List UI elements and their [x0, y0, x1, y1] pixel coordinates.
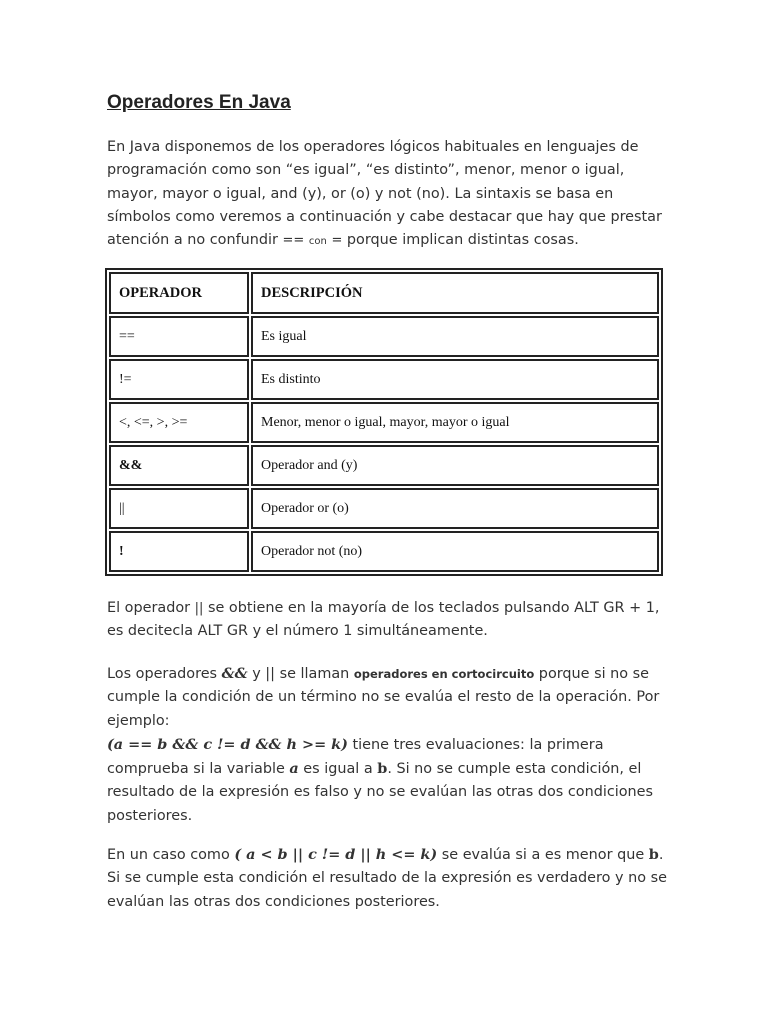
- table-row: [109, 445, 659, 486]
- example-expression: (a == b && c != d && h >= k): [107, 735, 348, 753]
- description-cell: Operador not (no): [251, 531, 659, 572]
- case-text-3: . Si se cumple esta condición el resultado de la expresión es verdadero y no se evalúan las otras dos condiciones posteriores.: [107, 847, 667, 910]
- operators-table: [105, 268, 663, 576]
- description-cell: Menor, menor o igual, mayor, mayor o igual: [251, 402, 659, 443]
- intro-text-end: porque implican distintas cosas.: [342, 232, 579, 249]
- short-text-4: tiene tres evaluaciones: la primera comprueba si la variable: [107, 736, 604, 778]
- table-row: [109, 402, 659, 443]
- case-variable-b: b: [648, 846, 659, 863]
- description-cell: Es igual: [251, 316, 659, 357]
- case-text-2: se evalúa si a es menor que: [437, 847, 649, 863]
- operator-cell: <, <=, >, >=: [109, 402, 249, 443]
- case-paragraph: [107, 843, 667, 914]
- description-cell: Es distinto: [251, 359, 659, 400]
- or-operator-paragraph: [107, 597, 667, 644]
- variable-a: a: [289, 760, 299, 778]
- short-circuit-term: operadores en cortocircuito: [353, 667, 535, 681]
- intro-text: En Java disponemos de los operadores lógicos habituales en lenguajes de programación como son “es igual”, “es distinto”, menor, menor o igual, mayor, mayor o igual, and (y), or (o) y not (no). La sintaxis se basa en símbolos como veremos a continuación y cabe destacar que hay que prestar atención a no confundir: [107, 139, 662, 249]
- operator-cell: ==: [109, 316, 249, 357]
- case-text-1: En un caso como: [107, 847, 235, 863]
- description-cell: Operador and (y): [251, 445, 659, 486]
- table-row: [109, 359, 659, 400]
- operator-cell: &&: [109, 445, 249, 486]
- assignment-operator: =: [331, 233, 343, 249]
- or-text-end: se obtiene en la mayoría de los teclados pulsando ALT GR + 1, es decitecla ALT GR y el número 1 simultáneamente.: [107, 600, 660, 640]
- table-row: [109, 531, 659, 572]
- table-row: [109, 488, 659, 529]
- operator-cell: !=: [109, 359, 249, 400]
- case-example-expression: ( a < b || c != d || h <= k): [234, 846, 438, 863]
- short-text-5: es igual a: [298, 761, 378, 778]
- short-text-6: . Si no se cumple esta condición, el resultado de la expresión es falso y no se evalúan las otras dos condiciones posteriores.: [107, 761, 654, 824]
- page-title: Operadores En Java: [107, 92, 291, 113]
- or-operator: ||: [194, 601, 204, 616]
- description-cell: Operador or (o): [251, 488, 659, 529]
- short-text-2: y || se llaman: [247, 666, 354, 682]
- operator-cell: !: [109, 531, 249, 572]
- short-text-3: porque si no se cumple la condición de un término no se evalúa el resto de la operación. Por ejemplo:: [107, 666, 660, 729]
- header-operador: OPERADOR: [109, 272, 249, 314]
- equality-operator: ==: [282, 233, 305, 249]
- table-row: [109, 316, 659, 357]
- table-header-row: [109, 272, 659, 314]
- short-text-1: Los operadores: [107, 666, 222, 682]
- con-word: con: [308, 236, 327, 248]
- intro-paragraph: [107, 136, 667, 253]
- short-circuit-paragraph: [107, 662, 667, 828]
- header-descripcion: DESCRIPCIÓN: [251, 272, 659, 314]
- and-operator: &&: [221, 665, 248, 682]
- variable-b: b: [377, 760, 388, 778]
- operator-cell: ||: [109, 488, 249, 529]
- or-text-start: El operador: [107, 600, 195, 616]
